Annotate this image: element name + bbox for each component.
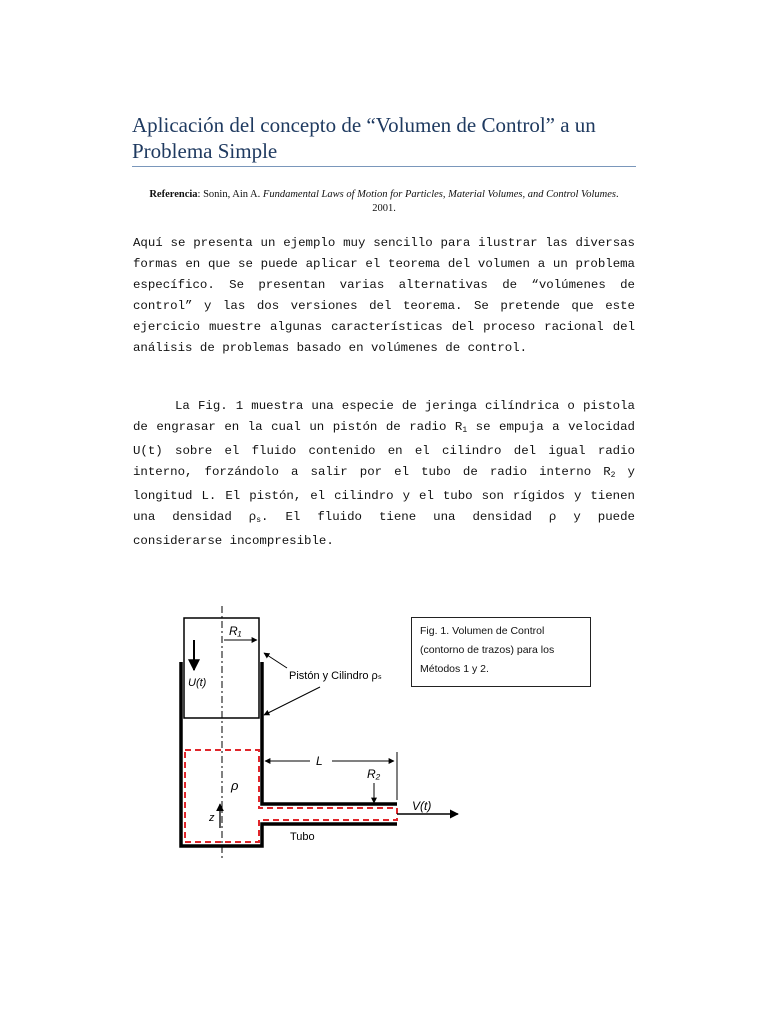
piston-leader-top — [264, 653, 287, 668]
reference-year: . 2001. — [372, 189, 619, 214]
label-z: z — [209, 812, 215, 824]
label-v: V(t) — [412, 799, 432, 813]
reference-citation — [140, 188, 628, 216]
label-piston: Pistón y Cilindro ρₛ — [289, 670, 382, 682]
description-paragraph — [133, 396, 635, 552]
p2-text-3: y longitud L. El pistón, el cilindro y el tubo son rígidos y tienen una densidad ρ — [133, 465, 635, 524]
p2-sub-3: s — [256, 516, 262, 525]
p2-sub-1: 1 — [462, 426, 468, 435]
p2-sub-2: 2 — [610, 471, 616, 480]
cylinder-wall-right — [262, 662, 397, 804]
intro-paragraph: Aquí se presenta un ejemplo muy sencillo para ilustrar las diversas formas en que se puede aplicar el teorema del volumen a un problema específico. Se presentan varias alternativas de “volúmenes de control” y las dos versiones del teorema. Se pretende que este ejercicio muestre algunas características del proceso racional del análisis de problemas basado en volúmenes de control. — [133, 236, 635, 355]
piston-leader-bottom — [264, 687, 320, 715]
reference-work: Fundamental Laws of Motion for Particles, Material Volumes, and Control Volumes — [262, 189, 617, 200]
label-u: U(t) — [188, 677, 207, 689]
document-title: Aplicación del concepto de “Volumen de Control” a un Problema Simple — [132, 113, 596, 163]
caption-line-2: (contorno de trazos) para los — [420, 644, 555, 656]
label-tube: Tubo — [290, 831, 315, 843]
title-divider — [132, 166, 636, 167]
p2-text-1: La Fig. 1 muestra una especie de jeringa cilíndrica o pistola de engrasar en la cual un pistón de radio R — [133, 399, 635, 434]
label-l: L — [316, 754, 323, 768]
caption-line-3: Métodos 1 y 2. — [420, 663, 489, 675]
reference-authors: : Sonin, Ain A. — [197, 189, 263, 200]
control-volume-outline — [185, 750, 397, 842]
label-r2: R₂ — [367, 767, 381, 781]
label-r1: R₁ — [229, 624, 242, 638]
caption-line-1: Fig. 1. Volumen de Control — [420, 625, 545, 637]
label-rho: ρ — [231, 778, 239, 793]
p2-text-4: . El fluido tiene una densidad ρ y puede considerarse incompresible. — [133, 510, 635, 548]
figure-caption — [411, 617, 591, 687]
p2-text-2: se empuja a velocidad U(t) sobre el fluido contenido en el cilindro del igual radio interno, forzándolo a salir por el tubo de radio interno R — [133, 420, 635, 479]
reference-label: Referencia — [149, 189, 198, 200]
